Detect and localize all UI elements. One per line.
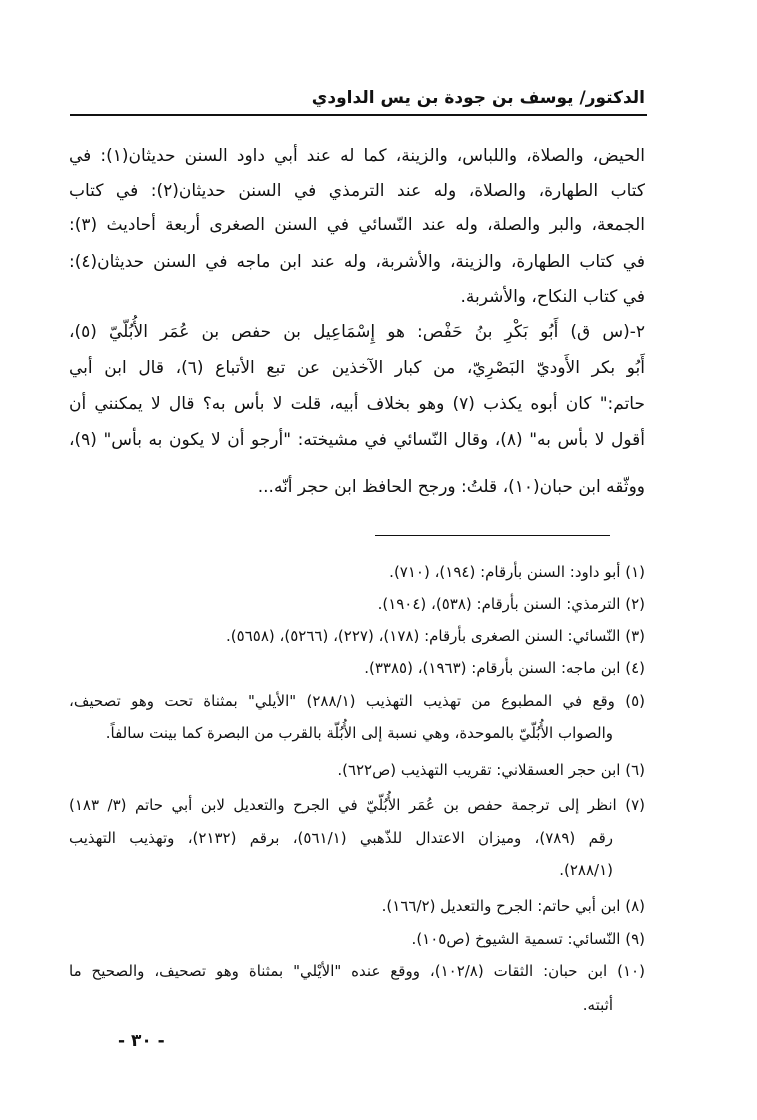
running-header: الدكتور/ يوسف بن جودة بن يس الداودي [311, 88, 645, 108]
footnote-9: (٩) النّسائي: تسمية الشيوخ (ص١٠٥). [411, 930, 645, 948]
footnote-3: (٣) النّسائي: السنن الصغرى بأرقام: (١٧٨)، (٢٢٧)، (٥٢٦٦)، (٥٦٥٨). [226, 627, 645, 645]
footnote-1: (١) أبو داود: السنن بأرقام: (١٩٤)، (٧١٠). [389, 563, 645, 581]
body-line-9: أقول لا بأس به" (٨)، وقال النّسائي في مشيخته: "أرجو أن لا يكون به بأس" (٩)، [69, 430, 645, 450]
body-line-5: في كتاب النكاح، والأشربة. [460, 287, 645, 307]
footnote-separator [375, 535, 610, 536]
footnote-5-cont: والصواب الأُبُلّيّ بالموحدة، وهي نسبة إلى الأُبُلّة بالقرب من البصرة كما بينت سالفاً. [105, 724, 613, 742]
body-line-2: كتاب الطهارة، والصلاة، وله عند الترمذي في السنن حديثان(٢): في كتاب [69, 181, 645, 201]
footnote-6: (٦) ابن حجر العسقلاني: تقريب التهذيب (ص٦٢٢). [337, 761, 645, 779]
footnote-5: (٥) وقع في المطبوع من تهذيب التهذيب (٢٨٨/١) "الأيلي" بمثناة تحت وهو تصحيف، [69, 692, 646, 710]
footnote-10: (١٠) ابن حبان: الثقات (١٠٢/٨)، ووقع عنده "الأيْلي" بمثناة وهو تصحيف، والصحيح ما [69, 962, 645, 980]
body-line-4: في كتاب الطهارة، والزينة، والأشربة، وله عند ابن ماجه في السنن حديثان(٤): [69, 252, 645, 272]
footnote-7-cont: رقم (٧٨٩)، وميزان الاعتدال للذّهبي (٥٦١/١)، برقم (٢١٣٢)، وتهذيب التهذيب [69, 829, 613, 847]
header-divider [70, 114, 647, 116]
body-line-3: الجمعة، والبر والصلة، وله عند النّسائي في السنن الصغرى أربعة أحاديث (٣): [69, 215, 645, 235]
footnote-8: (٨) ابن أبي حاتم: الجرح والتعديل (١٦٦/٢). [381, 897, 645, 915]
footnote-7: (٧) انظر إلى ترجمة حفص بن عُمَر الأُبُلّيّ في الجرح والتعديل لابن أبي حاتم (٣/ ١٨٣) [69, 796, 645, 814]
footnote-4: (٤) ابن ماجه: السنن بأرقام: (١٩٦٣)، (٣٣٨٥). [364, 659, 645, 677]
body-line-6: ٢-(س ق) أَبُو بَكْرِ بنُ حَفْص: هو إِسْمَاعِيل بن حفص بن عُمَر الأُبُلّيّ (٥)، [69, 322, 645, 342]
body-line-10: ووثّقه ابن حبان(١٠)، قلتُ: ورجح الحافظ ابن حجر أنّه... [257, 477, 645, 497]
body-line-8: حاتم:" كان أبوه يكذب (٧) وهو بخلاف أبيه، قلت لا بأس به؟ قال لا يمكنني أن [69, 394, 645, 414]
body-line-1: الحيض، والصلاة، واللباس، والزينة، كما له عند أبي داود السنن حديثان(١): في [69, 146, 646, 166]
body-line-7: أَبُو بكر الأَوديّ البَصْرِيّ، من كبار الآخذين عن تبع الأتباع (٦)، قال ابن أبي [69, 358, 645, 378]
footnote-2: (٢) الترمذي: السنن بأرقام: (٥٣٨)، (١٩٠٤). [377, 595, 645, 613]
page-number: - ٣٠ - [118, 1031, 165, 1051]
footnote-10-cont: أثبته. [582, 996, 613, 1014]
footnote-7-cont-2: (٢٨٨/١). [559, 861, 613, 879]
